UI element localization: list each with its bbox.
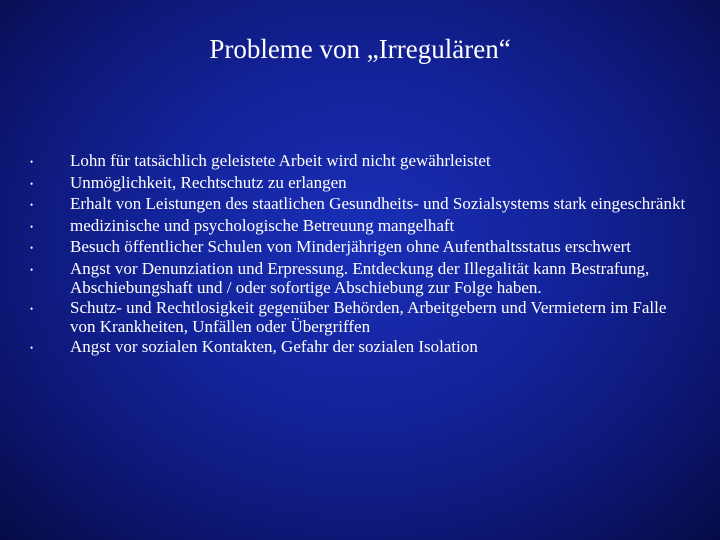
list-item bbox=[30, 194, 690, 216]
bullet-icon: • bbox=[30, 342, 34, 353]
list-item bbox=[30, 151, 690, 173]
bullet-text: Schutz- und Rechtlosigkeit gegenüber Behörden, Arbeitgebern und Vermietern im Falle von Krankheiten, Unfällen oder Übergriffen bbox=[70, 297, 667, 336]
bullet-icon: • bbox=[30, 243, 34, 253]
list-item bbox=[30, 216, 690, 238]
list-item bbox=[30, 173, 690, 195]
bullet-text: Angst vor sozialen Kontakten, Gefahr der sozialen Isolation bbox=[70, 336, 478, 356]
list-item bbox=[30, 298, 690, 337]
bullet-text: Erhalt von Leistungen des staatlichen Gesundheits- und Sozialsystems stark eingeschränkt bbox=[70, 194, 686, 213]
bullet-icon: • bbox=[30, 200, 34, 210]
bullet-icon: • bbox=[30, 264, 34, 275]
bullet-icon: • bbox=[30, 157, 34, 167]
bullet-text: Besuch öffentlicher Schulen von Minderjährigen ohne Aufenthaltsstatus erschwert bbox=[70, 237, 632, 256]
bullet-icon: • bbox=[30, 221, 34, 232]
list-item bbox=[30, 237, 690, 259]
bullet-text: Lohn für tatsächlich geleistete Arbeit wird nicht gewährleistet bbox=[70, 151, 491, 170]
list-item bbox=[30, 337, 690, 359]
list-item bbox=[30, 259, 690, 298]
bullet-icon: • bbox=[30, 178, 34, 189]
bullet-text: Unmöglichkeit, Rechtschutz zu erlangen bbox=[70, 172, 347, 192]
bullet-text: medizinische und psychologische Betreuung mangelhaft bbox=[70, 215, 455, 235]
bullet-list bbox=[30, 151, 690, 358]
bullet-text: Angst vor Denunziation und Erpressung. Entdeckung der Illegalität kann Bestrafung, Abschiebungshaft und / oder sofortige Abschiebung zur Folge haben. bbox=[70, 258, 650, 297]
bullet-icon: • bbox=[30, 303, 34, 314]
slide-title: Probleme von „Irregulären“ bbox=[209, 34, 511, 64]
